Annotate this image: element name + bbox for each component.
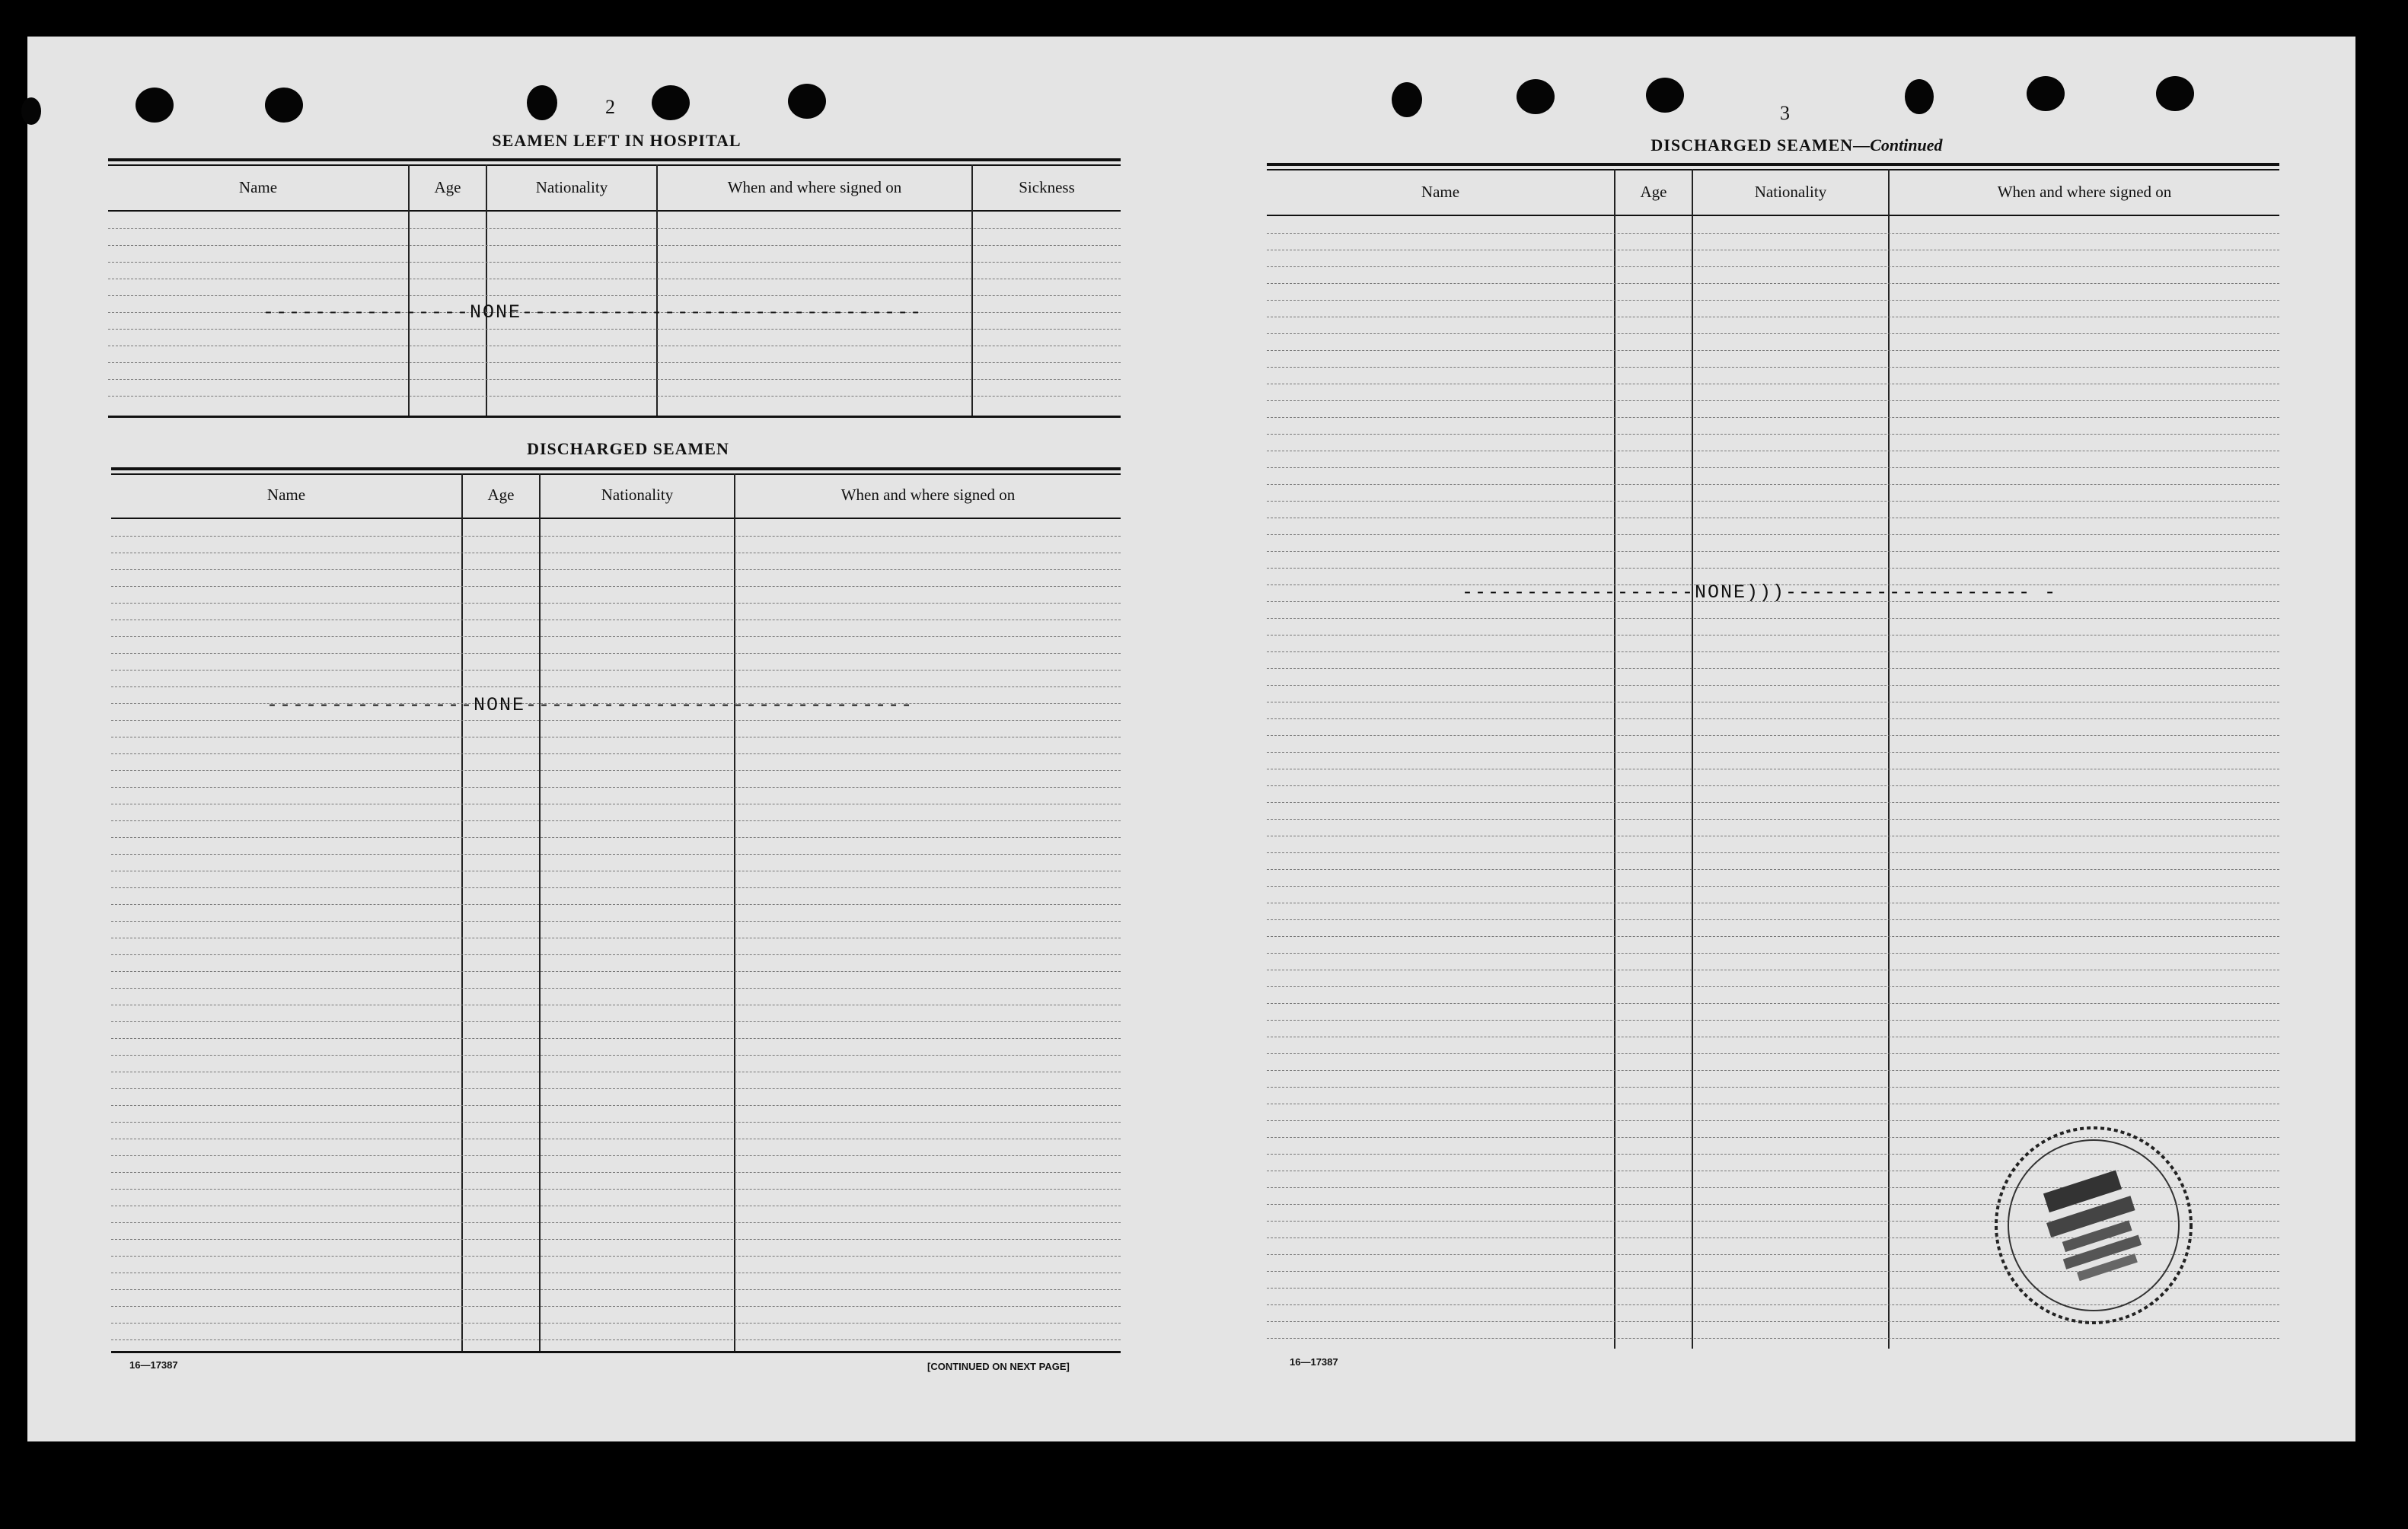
- ruled-line: [111, 586, 1121, 587]
- ruled-line: [1267, 1053, 2279, 1054]
- ruled-line: [111, 1222, 1121, 1223]
- top-rule: [1267, 169, 2279, 170]
- ruled-line: [111, 971, 1121, 972]
- ruled-line: [108, 228, 1121, 229]
- none-entry: ----------------NONE------------------------------: [266, 694, 914, 716]
- ruled-line: [108, 262, 1121, 263]
- ruled-line: [1267, 668, 2279, 669]
- ruled-line: [1267, 618, 2279, 619]
- ruled-line: [1267, 718, 2279, 719]
- ruled-line: [1267, 400, 2279, 401]
- top-rule: [111, 467, 1121, 470]
- punch-hole: [788, 84, 826, 119]
- ruled-line: [1267, 266, 2279, 267]
- ruled-line: [111, 854, 1121, 855]
- ruled-line: [111, 1339, 1121, 1340]
- punch-hole: [1646, 78, 1684, 113]
- column-header: Age: [1640, 183, 1667, 201]
- none-entry: ------------------NONE)))------------------- -: [1462, 581, 2058, 604]
- ruled-line: [1267, 886, 2279, 887]
- column-divider: [486, 164, 487, 416]
- column-header: Name: [1421, 183, 1460, 201]
- punch-hole: [2156, 76, 2194, 111]
- ruled-line: [111, 720, 1121, 721]
- ruled-line: [1267, 936, 2279, 937]
- ruled-line: [111, 954, 1121, 955]
- ruled-line: [111, 753, 1121, 754]
- ruled-line: [1267, 802, 2279, 803]
- punch-hole: [21, 97, 41, 125]
- ruled-line: [111, 1088, 1121, 1089]
- column-header: Nationality: [535, 178, 608, 196]
- section-title: DISCHARGED SEAMEN: [527, 439, 729, 458]
- column-header: Nationality: [601, 486, 674, 504]
- ruled-line: [1267, 233, 2279, 234]
- continued-note: [CONTINUED ON NEXT PAGE]: [927, 1361, 1070, 1372]
- column-header: Name: [266, 486, 306, 504]
- column-divider: [539, 473, 541, 1351]
- ruled-line: [111, 921, 1121, 922]
- ruled-line: [111, 1122, 1121, 1123]
- ruled-line: [1267, 1003, 2279, 1004]
- punch-hole: [1392, 82, 1422, 117]
- ruled-line: [1267, 467, 2279, 468]
- column-divider: [1692, 169, 1693, 1349]
- ruled-line: [1267, 568, 2279, 569]
- ruled-line: [1267, 735, 2279, 736]
- ruled-line: [1267, 685, 2279, 686]
- ruled-line: [1267, 484, 2279, 485]
- ruled-line: [1267, 333, 2279, 334]
- ruled-line: [111, 1055, 1121, 1056]
- ruled-line: [111, 1021, 1121, 1022]
- section-title-text: DISCHARGED SEAMEN: [1651, 135, 1854, 154]
- punch-hole: [1517, 79, 1555, 114]
- ruled-line: [108, 329, 1121, 330]
- top-rule: [111, 473, 1121, 475]
- column-header: Age: [487, 486, 515, 504]
- ruled-line: [1267, 986, 2279, 987]
- top-rule: [1267, 163, 2279, 166]
- section-title: [1584, 135, 2010, 155]
- ruled-line: [108, 396, 1121, 397]
- column-header: Nationality: [1754, 183, 1827, 201]
- header-rule: [108, 210, 1121, 212]
- ruled-line: [1267, 953, 2279, 954]
- ruled-line: [111, 1323, 1121, 1324]
- ruled-line: [108, 379, 1121, 380]
- ruled-line: [111, 1105, 1121, 1106]
- header-rule: [111, 518, 1121, 519]
- column-header: When and where signed on: [840, 486, 1016, 504]
- punch-hole: [136, 88, 174, 123]
- ruled-line: [111, 686, 1121, 687]
- section-title-suffix: —Continued: [1853, 135, 1943, 154]
- ruled-line: [1267, 534, 2279, 535]
- form-number: 16—17387: [129, 1359, 178, 1371]
- ruled-line: [1267, 1020, 2279, 1021]
- column-header: When and where signed on: [1997, 183, 2172, 201]
- ruled-line: [111, 569, 1121, 570]
- ruled-line: [111, 820, 1121, 821]
- ruled-line: [108, 362, 1121, 363]
- punch-hole: [652, 85, 690, 120]
- ruled-line: [111, 770, 1121, 771]
- ruled-line: [111, 1038, 1121, 1039]
- ruled-line: [1267, 1070, 2279, 1071]
- punch-hole: [1905, 79, 1934, 114]
- ruled-line: [111, 1256, 1121, 1257]
- ruled-line: [1267, 501, 2279, 502]
- ruled-line: [111, 1289, 1121, 1290]
- ruled-line: [1267, 434, 2279, 435]
- received-stamp: [1979, 1111, 2208, 1339]
- column-header: Sickness: [1019, 178, 1075, 196]
- ruled-line: [1267, 869, 2279, 870]
- ruled-line: [1267, 852, 2279, 853]
- ruled-line: [108, 295, 1121, 296]
- form-number: 16—17387: [1290, 1356, 1338, 1368]
- punch-hole: [527, 85, 557, 120]
- page-number: 3: [1780, 102, 1790, 124]
- ruled-line: [111, 670, 1121, 671]
- header-rule: [1267, 215, 2279, 216]
- ruled-line: [1267, 651, 2279, 652]
- ruled-line: [1267, 785, 2279, 786]
- ruled-line: [111, 1155, 1121, 1156]
- ruled-line: [1267, 350, 2279, 351]
- column-divider: [734, 473, 735, 1351]
- ruled-line: [111, 837, 1121, 838]
- column-divider: [656, 164, 658, 416]
- section-title: SEAMEN LEFT IN HOSPITAL: [492, 131, 742, 150]
- ruled-line: [111, 904, 1121, 905]
- column-header: Name: [238, 178, 278, 196]
- ruled-line: [1267, 752, 2279, 753]
- ruled-line: [1267, 367, 2279, 368]
- ruled-line: [1267, 919, 2279, 920]
- column-divider: [461, 473, 463, 1351]
- column-header: Age: [434, 178, 461, 196]
- ruled-line: [1267, 300, 2279, 301]
- none-entry: ----------------NONE-------------------------------: [263, 301, 923, 323]
- column-divider: [971, 164, 973, 416]
- ruled-line: [1267, 1087, 2279, 1088]
- column-divider: [1614, 169, 1615, 1349]
- ruled-line: [111, 1172, 1121, 1173]
- ruled-line: [111, 536, 1121, 537]
- top-rule: [108, 164, 1121, 166]
- ruled-line: [111, 1306, 1121, 1307]
- ruled-line: [108, 245, 1121, 246]
- ruled-line: [111, 603, 1121, 604]
- ruled-line: [111, 1239, 1121, 1240]
- punch-hole: [2027, 76, 2065, 111]
- ruled-line: [111, 636, 1121, 637]
- ruled-line: [111, 787, 1121, 788]
- top-rule: [108, 158, 1121, 161]
- ruled-line: [111, 887, 1121, 888]
- ruled-line: [111, 988, 1121, 989]
- ruled-line: [1267, 551, 2279, 552]
- column-divider: [1888, 169, 1890, 1349]
- bottom-rule: [108, 416, 1121, 418]
- bottom-rule: [111, 1351, 1121, 1353]
- ruled-line: [111, 653, 1121, 654]
- ruled-line: [1267, 283, 2279, 284]
- ruled-line: [111, 1189, 1121, 1190]
- column-divider: [408, 164, 410, 416]
- punch-hole: [265, 88, 303, 123]
- ruled-line: [1267, 417, 2279, 418]
- column-header: When and where signed on: [727, 178, 902, 196]
- page-number: 2: [605, 96, 615, 118]
- ruled-line: [1267, 819, 2279, 820]
